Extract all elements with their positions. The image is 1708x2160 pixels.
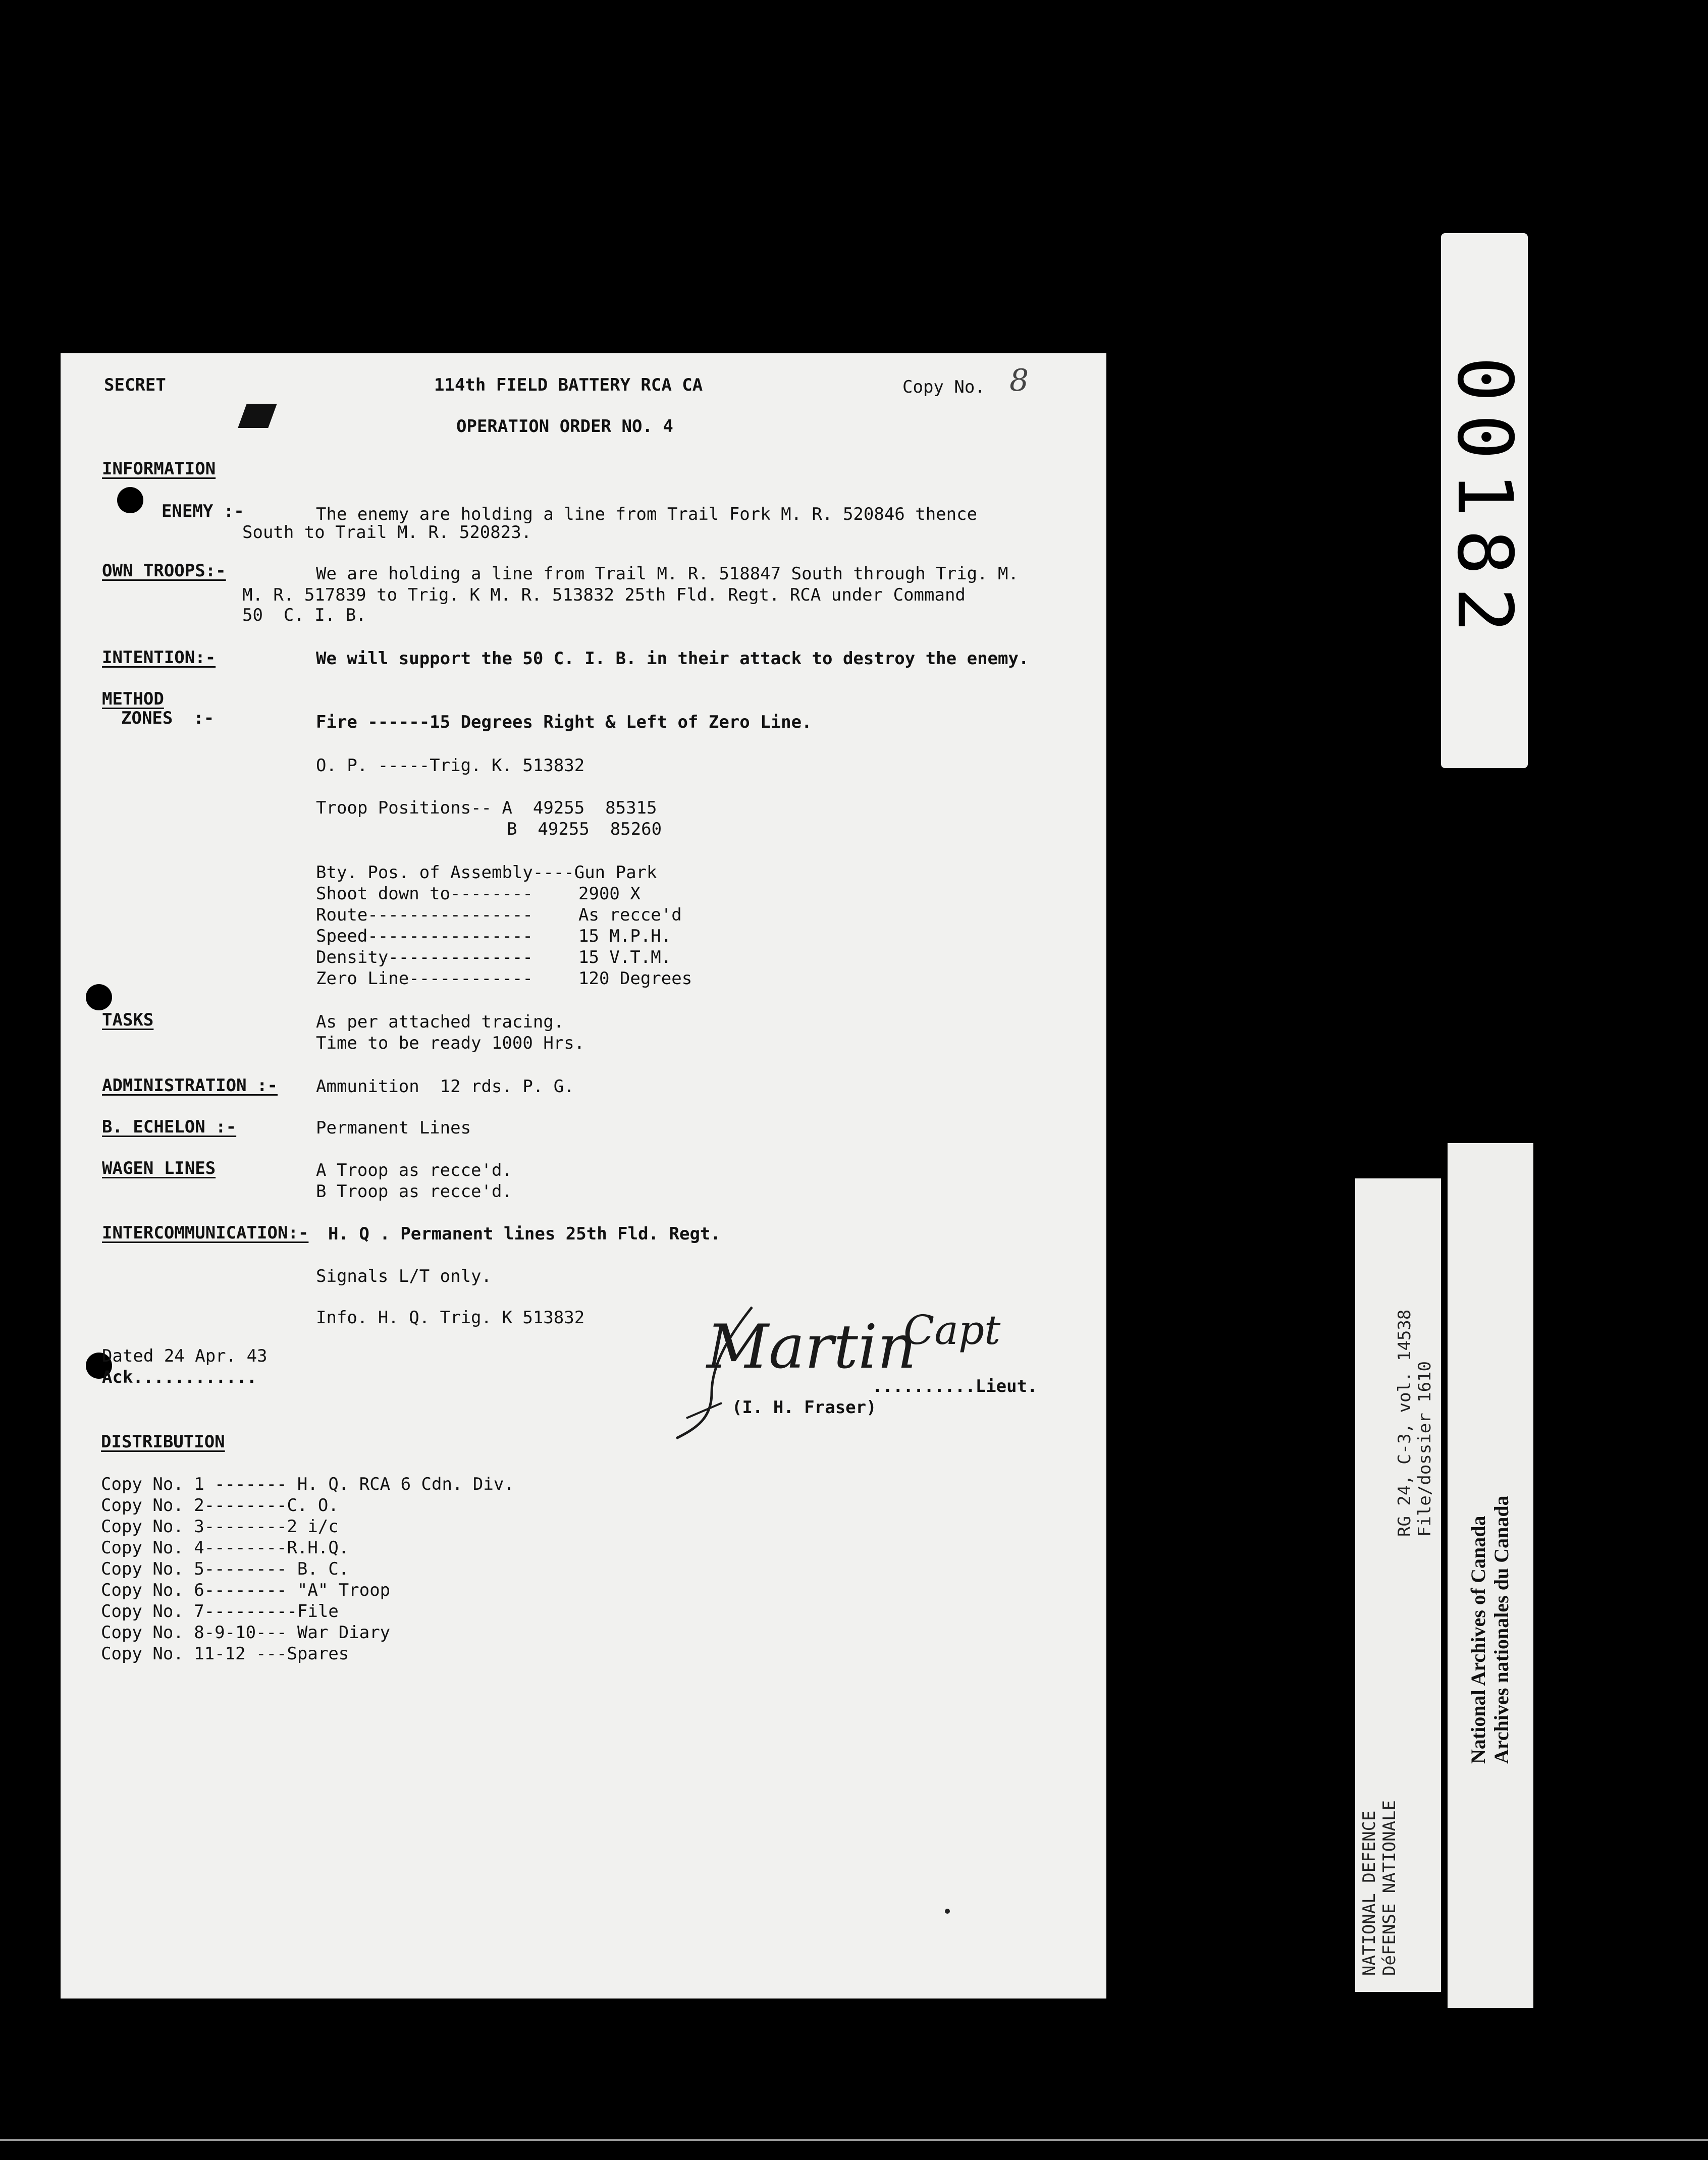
distribution-item: Copy No. 3--------2 i/c xyxy=(101,1517,339,1537)
signature-flourish xyxy=(666,1302,828,1443)
punch-hole xyxy=(86,984,112,1010)
assembly-line: Bty. Pos. of Assembly----Gun Park xyxy=(316,862,657,883)
distribution-item: Copy No. 1 ------- H. Q. RCA 6 Cdn. Div. xyxy=(101,1474,514,1494)
wagon-lines-line-2: B Troop as recce'd. xyxy=(316,1181,512,1202)
distribution-item: Copy No. 6-------- "A" Troop xyxy=(101,1580,391,1600)
param-value: 15 M.P.H. xyxy=(578,926,672,946)
intention-text: We will support the 50 C. I. B. in their attack to destroy the enemy. xyxy=(316,649,1029,669)
intercommunication-line-3: Info. H. Q. Trig. K 513832 xyxy=(316,1308,585,1328)
administration-text: Ammunition 12 rds. P. G. xyxy=(316,1076,574,1097)
param-value: 2900 X xyxy=(578,884,640,904)
distribution-item: Copy No. 2--------C. O. xyxy=(101,1495,339,1516)
copy-label: Copy No. xyxy=(902,377,985,397)
op-line: O. P. -----Trig. K. 513832 xyxy=(316,755,585,776)
distribution-item: Copy No. 7---------File xyxy=(101,1601,339,1622)
method-heading: METHOD xyxy=(102,689,164,709)
distribution-item: Copy No. 11-12 ---Spares xyxy=(101,1644,349,1664)
own-troops-label: OWN TROOPS:- xyxy=(102,561,226,581)
reference-tag xyxy=(1355,1178,1441,1992)
b-echelon-label: B. ECHELON :- xyxy=(102,1117,237,1137)
tasks-line-1: As per attached tracing. xyxy=(316,1012,564,1032)
classification: SECRET xyxy=(104,375,166,395)
distribution-item: Copy No. 4--------R.H.Q. xyxy=(101,1538,349,1558)
ack-line: Ack............ xyxy=(102,1367,257,1387)
param-label: Shoot down to-------- xyxy=(316,884,533,904)
own-troops-line-1: We are holding a line from Trail M. R. 518847 South through Trig. M. xyxy=(316,564,1019,584)
ink-mark xyxy=(238,404,277,428)
reference-line: NATIONAL DEFENCE xyxy=(1359,1810,1379,1976)
archive-name: National Archives of Canada xyxy=(1467,1516,1489,1764)
archive-tag xyxy=(1448,1143,1533,2008)
own-troops-line-2: M. R. 517839 to Trig. K M. R. 513832 25th Fld. Regt. RCA under Command xyxy=(242,585,966,605)
wagon-lines-line-1: A Troop as recce'd. xyxy=(316,1160,512,1180)
frame-number: 00182 xyxy=(1440,356,1528,645)
administration-label: ADMINISTRATION :- xyxy=(102,1075,278,1096)
tasks-label: TASKS xyxy=(102,1010,154,1030)
zones-label: ZONES :- xyxy=(121,708,215,728)
signatory-name: (I. H. Fraser) xyxy=(732,1397,877,1418)
copy-number: 8 xyxy=(1009,363,1029,398)
b-echelon-text: Permanent Lines xyxy=(316,1118,471,1138)
reference-line: RG 24, C-3, vol. 14538 xyxy=(1395,1309,1415,1537)
wagon-lines-label: WAGEN LINES xyxy=(102,1158,216,1178)
param-label: Route---------------- xyxy=(316,905,533,925)
enemy-label: ENEMY :- xyxy=(162,501,244,521)
punch-hole xyxy=(117,487,143,513)
document-page xyxy=(61,353,1106,1999)
reference-block-right xyxy=(1395,1310,1435,1537)
distribution-item: Copy No. 8-9-10--- War Diary xyxy=(101,1623,391,1643)
frame-number-tag xyxy=(1441,233,1528,768)
intercommunication-line-1: H. Q . Permanent lines 25th Fld. Regt. xyxy=(328,1224,721,1244)
signature-dots-rank: ..........Lieut. xyxy=(872,1376,1038,1396)
own-troops-line-3: 50 C. I. B. xyxy=(242,605,366,625)
signature-handwritten: Martin xyxy=(707,1312,917,1382)
ink-dot xyxy=(945,1909,950,1914)
film-edge-line xyxy=(0,2139,1708,2141)
intercommunication-label: INTERCOMMUNICATION:- xyxy=(102,1223,309,1243)
param-label: Density-------------- xyxy=(316,947,533,967)
param-label: Zero Line------------ xyxy=(316,968,533,989)
param-value: 15 V.T.M. xyxy=(578,947,672,967)
distribution-heading: DISTRIBUTION xyxy=(101,1432,225,1452)
order-title: OPERATION ORDER NO. 4 xyxy=(456,416,673,437)
fire-line: Fire ------15 Degrees Right & Left of Zero Line. xyxy=(316,712,812,732)
reference-line: DéFENSE NATIONALE xyxy=(1379,1800,1400,1976)
troop-position-b: B 49255 85260 xyxy=(507,819,662,839)
intercommunication-line-2: Signals L/T only. xyxy=(316,1266,492,1286)
archive-name-block xyxy=(1467,1495,1513,1764)
param-value: 120 Degrees xyxy=(578,968,692,989)
param-label: Speed---------------- xyxy=(316,926,533,946)
param-value: As recce'd xyxy=(578,905,682,925)
intention-label: INTENTION:- xyxy=(102,647,216,668)
unit-title: 114th FIELD BATTERY RCA CA xyxy=(434,375,703,395)
enemy-line-1: The enemy are holding a line from Trail Fork M. R. 520846 thence xyxy=(316,504,978,524)
dated-line: Dated 24 Apr. 43 xyxy=(102,1346,268,1366)
information-heading: INFORMATION xyxy=(102,459,216,479)
archive-name: Archives nationales du Canada xyxy=(1490,1495,1513,1764)
troop-position-a: Troop Positions-- A 49255 85315 xyxy=(316,798,657,818)
reference-block-left xyxy=(1359,1800,1400,1976)
tasks-line-2: Time to be ready 1000 Hrs. xyxy=(316,1033,585,1053)
enemy-line-2: South to Trail M. R. 520823. xyxy=(242,522,532,543)
distribution-item: Copy No. 5-------- B. C. xyxy=(101,1559,349,1579)
reference-line: File/dossier 1610 xyxy=(1415,1361,1435,1537)
rank-handwritten: Capt xyxy=(903,1307,1001,1354)
